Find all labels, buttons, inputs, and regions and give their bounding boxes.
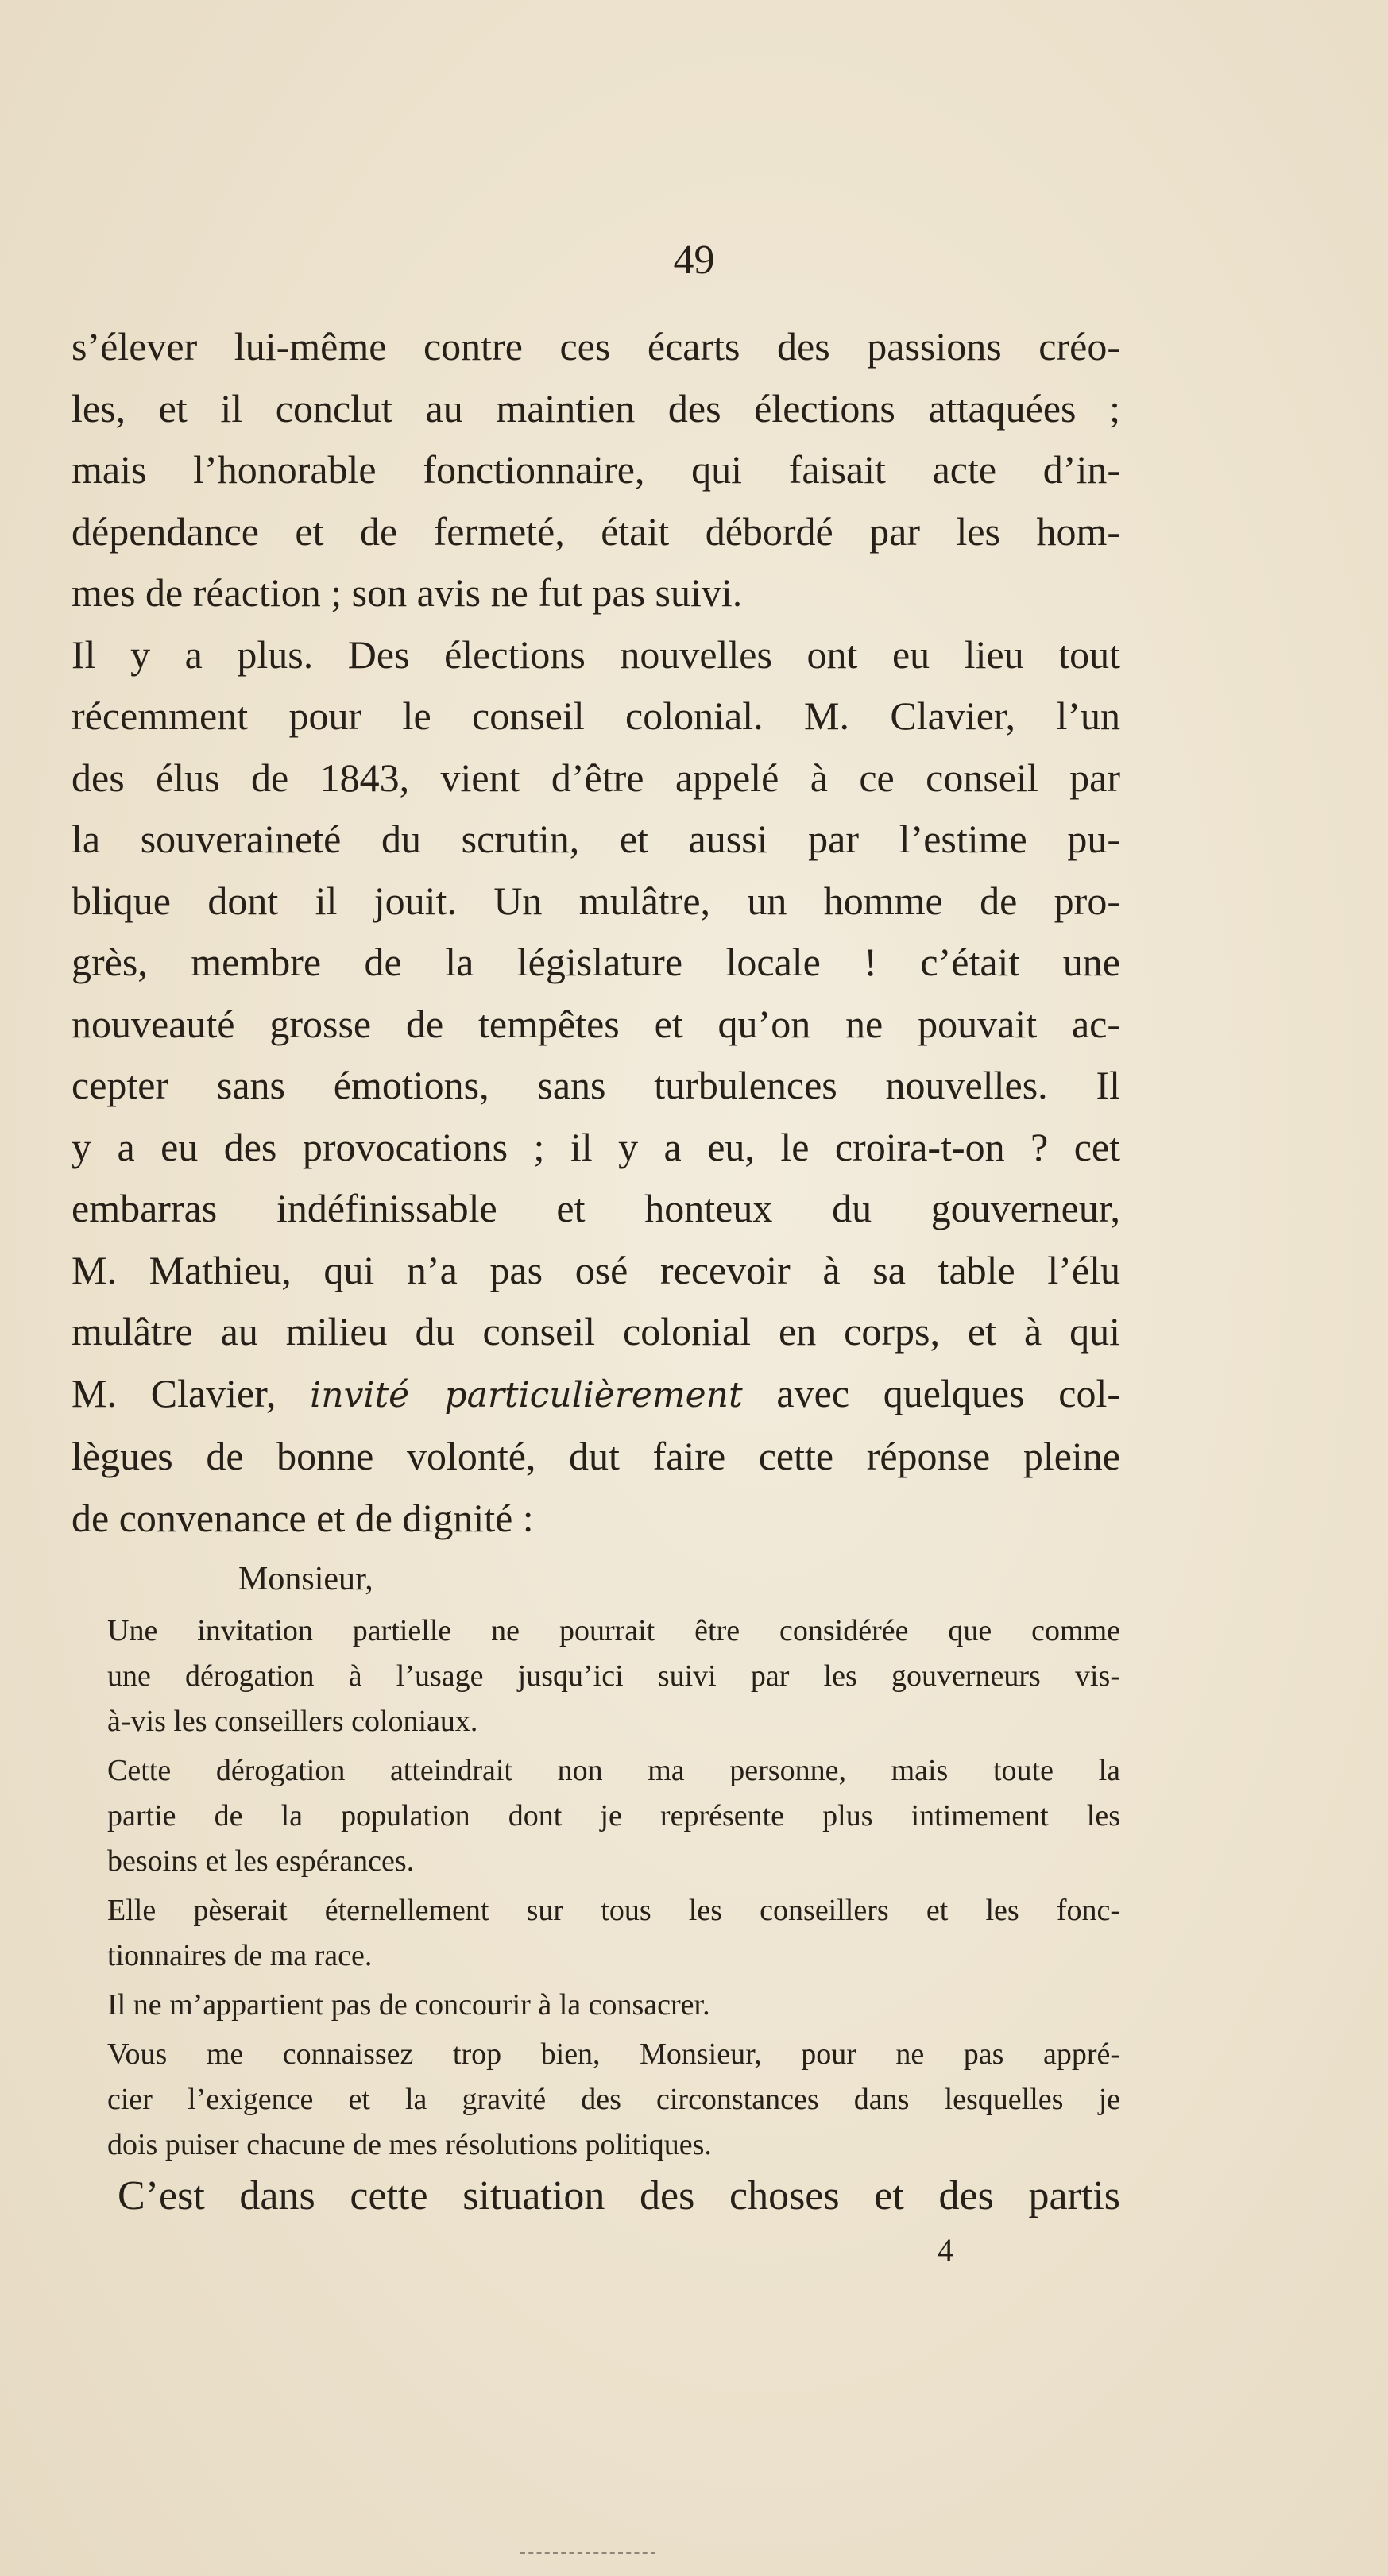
letter-line: Il ne m’appartient pas de concourir à la consacrer. — [107, 1988, 710, 2022]
text-line: mais l’honorable fonctionnaire, qui faisait acte d’in- — [72, 447, 1120, 492]
text-line: cepter sans émotions, sans turbulences nouvelles. Il — [72, 1063, 1120, 1107]
line-start: M. Clavier, — [72, 1370, 311, 1415]
page-number: 49 — [673, 238, 715, 283]
letter-line: partie de la population dont je représente plus intimement les — [107, 1799, 1120, 1833]
letter-salutation: Monsieur, — [238, 1561, 373, 1597]
letter-line: Vous me connaissez trop bien, Monsieur, pour ne pas appré- — [107, 2037, 1120, 2071]
letter-line: Cette dérogation atteindrait non ma personne, mais toute la — [107, 1754, 1120, 1787]
text-line: mes de réaction ; son avis ne fut pas suivi. — [72, 570, 743, 615]
text-line: blique dont il jouit. Un mulâtre, un homme de pro- — [72, 878, 1120, 923]
letter-line: besoins et les espérances. — [107, 1844, 415, 1878]
text-line: nouveauté grosse de tempêtes et qu’on ne pouvait ac- — [72, 1001, 1120, 1046]
letter-line: Une invitation partielle ne pourrait être considérée que comme — [107, 1614, 1120, 1647]
text-line: M. Mathieu, qui n’a pas osé recevoir à sa table l’élu — [72, 1247, 1120, 1292]
text-line: récemment pour le conseil colonial. M. Clavier, l’un — [72, 693, 1120, 738]
text-line: dépendance et de fermeté, était débordé par les hom- — [72, 508, 1120, 554]
text-line: Il y a plus. Des élections nouvelles ont eu lieu tout — [72, 631, 1120, 677]
text-line: les, et il conclut au maintien des élections attaquées ; — [72, 385, 1120, 431]
line-end: avec quelques col- — [742, 1370, 1120, 1415]
signature-mark: 4 — [938, 2232, 953, 2268]
text-line: de convenance et de dignité : — [72, 1495, 534, 1540]
footer-divider — [520, 2552, 655, 2554]
text-line: y a eu des provocations ; il y a eu, le croira-t-on ? cet — [72, 1124, 1120, 1169]
letter-line: une dérogation à l’usage jusqu’ici suivi par les gouverneurs vis- — [107, 1659, 1120, 1693]
text-line: lègues de bonne volonté, dut faire cette réponse pleine — [72, 1434, 1120, 1478]
letter-line: tionnaires de ma race. — [107, 1939, 373, 1972]
text-line: des élus de 1843, vient d’être appelé à ce conseil par — [72, 755, 1120, 800]
letter-line: Elle pèserait éternellement sur tous les conseillers et les fonc- — [107, 1894, 1120, 1927]
text-line: la souveraineté du scrutin, et aussi par l’estime pu- — [72, 817, 1120, 861]
letter-line: cier l’exigence et la gravité des circonstances dans lesquelles je — [107, 2083, 1120, 2116]
body-text — [72, 316, 1120, 1549]
quoted-letter — [107, 1609, 1120, 2168]
closing-line: C’est dans cette situation des choses et des partis — [118, 2173, 1120, 2219]
italic-emphasis: invité particulièrement — [310, 1374, 743, 1415]
text-line: s’élever lui-même contre ces écarts des passions créo- — [72, 324, 1120, 369]
text-line: embarras indéfinissable et honteux du gouverneur, — [72, 1186, 1120, 1230]
text-line: grès, membre de la législature locale ! c’était une — [72, 940, 1120, 984]
letter-line: dois puiser chacune de mes résolutions politiques. — [107, 2128, 712, 2161]
text-line: mulâtre au milieu du conseil colonial en corps, et à qui — [72, 1309, 1120, 1354]
letter-line: à-vis les conseillers coloniaux. — [107, 1705, 478, 1738]
text-line-with-emphasis — [72, 1363, 1120, 1427]
